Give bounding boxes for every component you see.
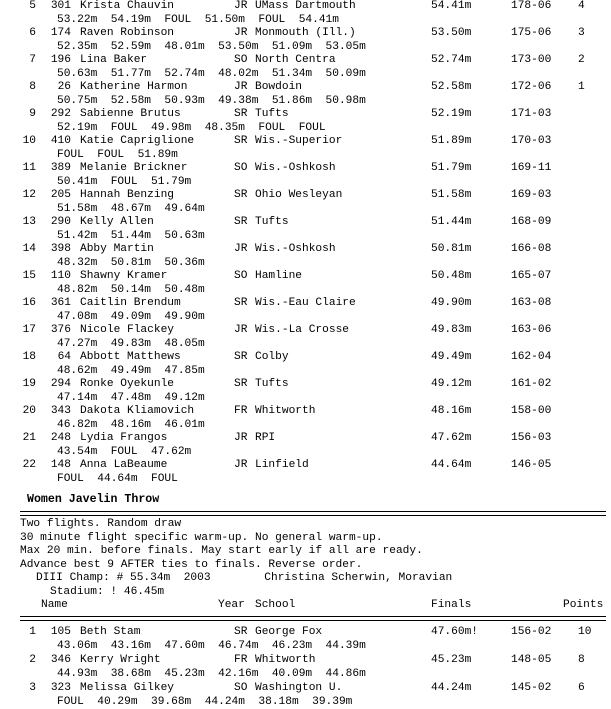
attempt-series: 48.62m 49.49m 47.85m — [57, 365, 205, 377]
place: 18 — [22, 351, 36, 363]
school-name: Wis.-Oshkosh — [255, 162, 336, 174]
english-mark: 162-04 — [511, 351, 552, 363]
school-name: Wis.-La Crosse — [255, 324, 349, 336]
english-mark: 169-03 — [511, 189, 552, 201]
event-note: Two flights. Random draw — [20, 518, 182, 530]
points: 8 — [578, 654, 585, 666]
bib-number: 105 — [50, 626, 71, 638]
english-mark: 163-06 — [511, 324, 552, 336]
athlete-year: FR — [234, 654, 248, 666]
athlete-name: Sabienne Brutus — [80, 108, 181, 120]
english-mark: 158-00 — [511, 405, 552, 417]
attempt-series: FOUL FOUL 51.89m — [57, 149, 178, 161]
finals-mark: 51.58m — [431, 189, 472, 201]
attempt-series: 44.93m 38.68m 45.23m 42.16m 40.09m 44.86m — [57, 668, 366, 680]
bib-number: 376 — [50, 324, 71, 336]
school-name: Wis.-Eau Claire — [255, 297, 356, 309]
school-name: Wis.-Oshkosh — [255, 243, 336, 255]
athlete-name: Shawny Kramer — [80, 270, 168, 282]
place: 13 — [22, 216, 36, 228]
bib-number: 26 — [57, 81, 71, 93]
athlete-year: JR — [234, 432, 248, 444]
place: 3 — [29, 682, 36, 694]
school-name: Whitworth — [255, 405, 316, 417]
attempt-series: 47.14m 47.48m 49.12m — [57, 392, 205, 404]
english-mark: 169-11 — [511, 162, 552, 174]
place: 22 — [22, 459, 36, 471]
english-mark: 172-06 — [511, 81, 552, 93]
finals-mark: 54.41m — [431, 0, 472, 12]
bib-number: 64 — [57, 351, 71, 363]
athlete-name: Kerry Wright — [80, 654, 161, 666]
athlete-name: Lina Baker — [80, 54, 148, 66]
school-name: Hamline — [255, 270, 302, 282]
bib-number: 148 — [50, 459, 71, 471]
column-header-points: Points — [563, 599, 604, 611]
attempt-series: 47.27m 49.83m 48.05m — [57, 338, 205, 350]
place: 19 — [22, 378, 36, 390]
finals-mark: 51.89m — [431, 135, 472, 147]
finals-mark: 50.81m — [431, 243, 472, 255]
athlete-year: JR — [234, 27, 248, 39]
athlete-name: Hannah Benzing — [80, 189, 174, 201]
school-name: Tufts — [255, 108, 289, 120]
bib-number: 110 — [50, 270, 71, 282]
finals-mark: 52.58m — [431, 81, 472, 93]
school-name: Ohio Wesleyan — [255, 189, 343, 201]
bib-number: 346 — [50, 654, 71, 666]
attempt-series: 51.58m 48.67m 49.64m — [57, 203, 205, 215]
athlete-year: SR — [234, 135, 248, 147]
place: 11 — [22, 162, 36, 174]
attempt-series: 50.63m 51.77m 52.74m 48.02m 51.34m 50.09m — [57, 68, 366, 80]
bib-number: 301 — [50, 0, 71, 12]
school-name: North Centra — [255, 54, 336, 66]
event-note: 30 minute flight specific warm-up. No general warm-up. — [20, 531, 383, 544]
place: 21 — [22, 432, 36, 444]
place: 6 — [29, 27, 36, 39]
athlete-year: JR — [234, 459, 248, 471]
athlete-year: JR — [234, 0, 248, 12]
athlete-name: Lydia Frangos — [80, 432, 168, 444]
attempt-series: 43.54m FOUL 47.62m — [57, 446, 192, 458]
english-mark: 146-05 — [511, 459, 552, 471]
english-mark: 173-00 — [511, 54, 552, 66]
place: 20 — [22, 405, 36, 417]
column-header-finals: Finals — [431, 599, 472, 611]
place: 16 — [22, 297, 36, 309]
attempt-series: 48.32m 50.81m 50.36m — [57, 257, 205, 269]
double-rule — [20, 616, 606, 621]
athlete-year: SR — [234, 216, 248, 228]
athlete-name: Melissa Gilkey — [80, 682, 174, 694]
finals-mark: 52.74m — [431, 54, 472, 66]
english-mark: 165-07 — [511, 270, 552, 282]
event-note: Max 20 min. before finals. May start early if all are ready. — [20, 545, 423, 557]
athlete-name: Dakota Kliamovich — [80, 405, 195, 417]
english-mark: 175-06 — [511, 27, 552, 39]
english-mark: 170-03 — [511, 135, 552, 147]
points: 10 — [578, 626, 592, 638]
english-mark: 178-06 — [511, 0, 552, 12]
school-name: RPI — [255, 432, 276, 444]
school-name: Bowdoin — [255, 81, 302, 93]
column-header-name: Name — [41, 599, 68, 611]
finals-mark: 51.79m — [431, 162, 472, 174]
attempt-series: FOUL 44.64m FOUL — [57, 473, 178, 485]
athlete-name: Abby Martin — [80, 243, 154, 255]
athlete-year: SR — [234, 626, 248, 638]
column-header-school: School — [255, 599, 296, 611]
english-mark: 148-05 — [511, 654, 552, 666]
athlete-name: Beth Stam — [80, 626, 141, 638]
athlete-year: SO — [234, 54, 248, 66]
attempt-series: 46.82m 48.16m 46.01m — [57, 419, 205, 431]
finals-mark: 45.23m — [431, 654, 472, 666]
athlete-name: Abbott Matthews — [80, 351, 181, 363]
finals-mark: 51.44m — [431, 216, 472, 228]
bib-number: 410 — [50, 135, 71, 147]
school-name: Washington U. — [255, 682, 343, 694]
school-name: Tufts — [255, 378, 289, 390]
athlete-name: Nicole Flackey — [80, 324, 174, 336]
school-name: George Fox — [255, 626, 323, 638]
record-line: DIII Champ: # 55.34m 2003 Christina Scherwin, Moravian — [36, 572, 453, 584]
bib-number: 389 — [50, 162, 71, 174]
bib-number: 174 — [50, 27, 71, 39]
english-mark: 161-02 — [511, 378, 552, 390]
finals-mark: 47.60m! — [431, 626, 478, 638]
athlete-name: Raven Robinson — [80, 27, 174, 39]
place: 7 — [29, 54, 36, 66]
attempt-series: 50.75m 52.58m 50.93m 49.38m 51.86m 50.98m — [57, 95, 366, 107]
points: 2 — [578, 54, 585, 66]
place: 9 — [29, 108, 36, 120]
place: 8 — [29, 81, 36, 93]
points: 6 — [578, 682, 585, 694]
column-header-year: Year — [218, 599, 245, 611]
athlete-name: Katie Capriglione — [80, 135, 195, 147]
attempt-series: 48.82m 50.14m 50.48m — [57, 284, 205, 296]
athlete-name: Caitlin Brendum — [80, 297, 181, 309]
bib-number: 290 — [50, 216, 71, 228]
event-note: Advance best 9 AFTER ties to finals. Reverse order. — [20, 558, 363, 571]
athlete-year: JR — [234, 324, 248, 336]
bib-number: 323 — [50, 682, 71, 694]
school-name: UMass Dartmouth — [255, 0, 356, 12]
points: 4 — [578, 0, 585, 12]
bib-number: 361 — [50, 297, 71, 309]
athlete-name: Melanie Brickner — [80, 162, 188, 174]
attempt-series: 43.06m 43.16m 47.60m 46.74m 46.23m 44.39m — [57, 640, 366, 652]
attempt-series: 53.22m 54.19m FOUL 51.50m FOUL 54.41m — [57, 14, 339, 26]
points: 1 — [578, 81, 585, 93]
finals-mark: 47.62m — [431, 432, 472, 444]
school-name: Monmouth (Ill.) — [255, 27, 356, 39]
athlete-year: SO — [234, 162, 248, 174]
athlete-year: JR — [234, 81, 248, 93]
double-rule — [20, 511, 606, 516]
bib-number: 343 — [50, 405, 71, 417]
athlete-year: SO — [234, 682, 248, 694]
finals-mark: 52.19m — [431, 108, 472, 120]
attempt-series: FOUL 40.29m 39.68m 44.24m 38.18m 39.39m — [57, 696, 353, 708]
school-name: Whitworth — [255, 654, 316, 666]
attempt-series: 52.35m 52.59m 48.01m 53.50m 51.09m 53.05m — [57, 41, 366, 53]
finals-mark: 44.64m — [431, 459, 472, 471]
english-mark: 168-09 — [511, 216, 552, 228]
finals-mark: 48.16m — [431, 405, 472, 417]
place: 5 — [29, 0, 36, 12]
bib-number: 292 — [50, 108, 71, 120]
attempt-series: 50.41m FOUL 51.79m — [57, 176, 192, 188]
athlete-year: SR — [234, 378, 248, 390]
athlete-name: Katherine Harmon — [80, 81, 188, 93]
school-name: Colby — [255, 351, 289, 363]
school-name: Wis.-Superior — [255, 135, 343, 147]
finals-mark: 49.12m — [431, 378, 472, 390]
athlete-name: Krista Chauvin — [80, 0, 174, 12]
place: 15 — [22, 270, 36, 282]
english-mark: 163-08 — [511, 297, 552, 309]
finals-mark: 53.50m — [431, 27, 472, 39]
athlete-year: SR — [234, 108, 248, 120]
athlete-year: SR — [234, 189, 248, 201]
english-mark: 171-03 — [511, 108, 552, 120]
english-mark: 145-02 — [511, 682, 552, 694]
athlete-year: SR — [234, 297, 248, 309]
athlete-name: Ronke Oyekunle — [80, 378, 174, 390]
athlete-name: Anna LaBeaume — [80, 459, 168, 471]
english-mark: 156-02 — [511, 626, 552, 638]
place: 10 — [22, 135, 36, 147]
place: 14 — [22, 243, 36, 255]
finals-mark: 49.83m — [431, 324, 472, 336]
english-mark: 166-08 — [511, 243, 552, 255]
attempt-series: 52.19m FOUL 49.98m 48.35m FOUL FOUL — [57, 122, 326, 134]
place: 12 — [22, 189, 36, 201]
bib-number: 205 — [50, 189, 71, 201]
athlete-year: SR — [234, 351, 248, 363]
athlete-year: SO — [234, 270, 248, 282]
athlete-year: JR — [234, 243, 248, 255]
stadium-record: Stadium: ! 46.45m — [50, 586, 165, 598]
place: 17 — [22, 324, 36, 336]
place: 2 — [29, 654, 36, 666]
school-name: Linfield — [255, 459, 309, 471]
place: 1 — [29, 626, 36, 638]
attempt-series: 51.42m 51.44m 50.63m — [57, 230, 205, 242]
finals-mark: 44.24m — [431, 682, 472, 694]
athlete-name: Kelly Allen — [80, 216, 154, 228]
finals-mark: 49.90m — [431, 297, 472, 309]
school-name: Tufts — [255, 216, 289, 228]
english-mark: 156-03 — [511, 432, 552, 444]
athlete-year: FR — [234, 405, 248, 417]
bib-number: 294 — [50, 378, 71, 390]
points: 3 — [578, 27, 585, 39]
finals-mark: 50.48m — [431, 270, 472, 282]
section-title: Women Javelin Throw — [27, 493, 160, 506]
bib-number: 398 — [50, 243, 71, 255]
bib-number: 196 — [50, 54, 71, 66]
finals-mark: 49.49m — [431, 351, 472, 363]
attempt-series: 47.08m 49.09m 49.90m — [57, 311, 205, 323]
bib-number: 248 — [50, 432, 71, 444]
